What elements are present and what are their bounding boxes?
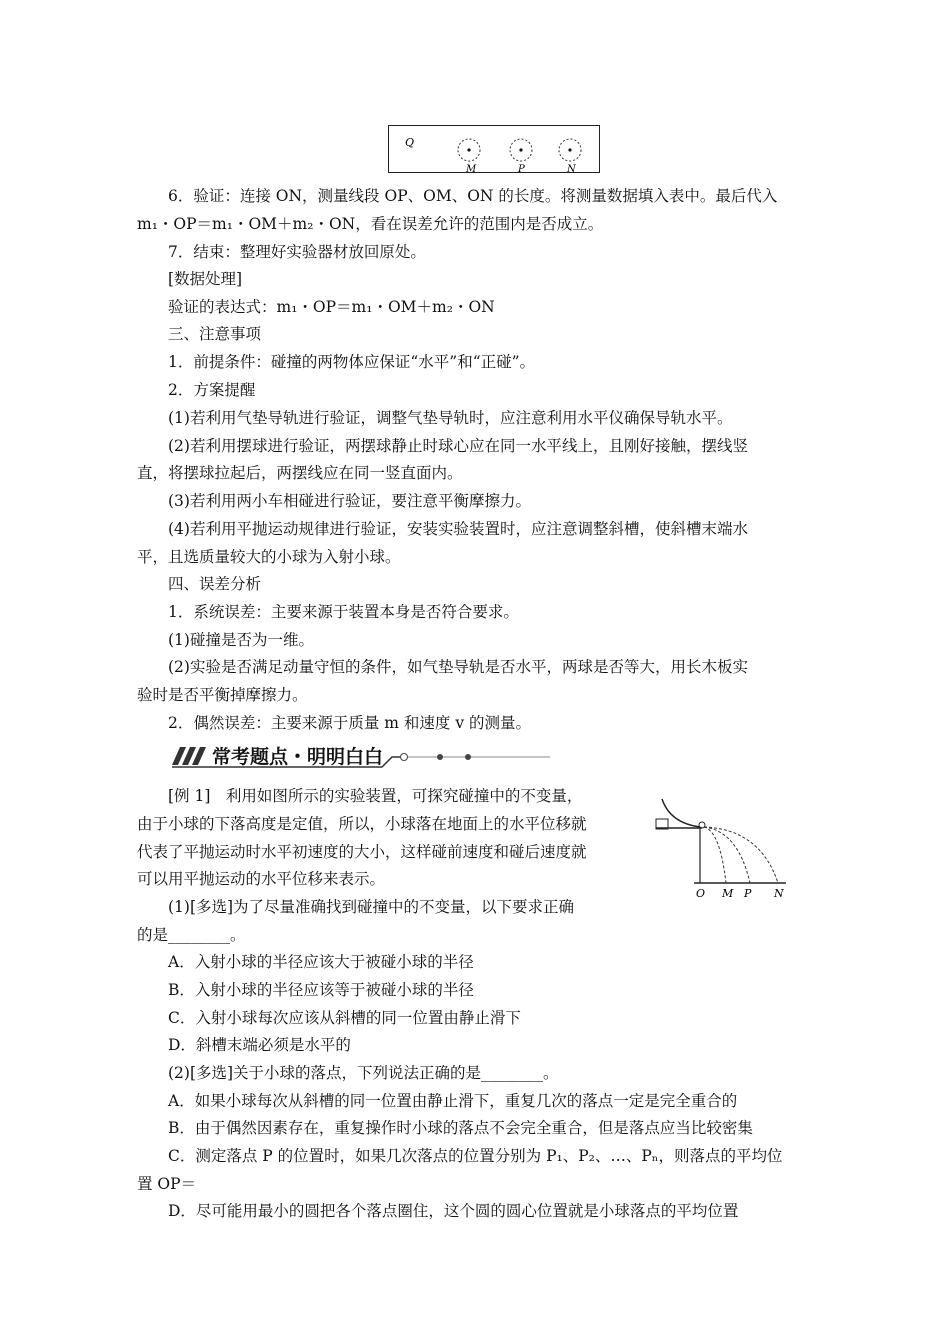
section-3-heading: 三、注意事项 [168,325,262,343]
label-m2: M [722,887,734,900]
dot-p [519,148,522,151]
label-p2: P [744,887,752,900]
landing-points-figure [388,125,600,173]
question-2-option-c-line-2: 置 OP＝ [137,1175,197,1193]
label-m: M [466,164,477,174]
example-1-line-3: 代表了平抛运动时水平初速度的大小，这样碰前速度和碰后速度就 [137,843,587,861]
label-n2: N [774,887,784,900]
step-6-line-1: 6．验证：连接 ON，测量线段 OP、OM、ON 的长度。将测量数据填入表中。最后代入 [168,187,778,205]
label-q: Q [405,136,415,149]
precaution-2: 2．方案提醒 [168,381,256,399]
example-1-line-4: 可以用平抛运动的水平位移来表示。 [137,870,386,888]
example-1-line-2: 由于小球的下落高度是定值，所以，小球落在地面上的水平位移就 [137,815,587,833]
section-4-heading: 四、误差分析 [168,575,262,593]
apparatus-diagram [650,795,790,905]
landing-points-diagram [389,126,601,174]
data-processing-title: [数据处理] [168,270,243,288]
question-1-option-c: C．入射小球每次应该从斜槽的同一位置由静止滑下 [168,1009,521,1027]
example-1-line-1: [例 1] 利用如图所示的实验装置，可探究碰撞中的不变量， [168,787,583,805]
question-2-option-c-line-1: C．测定落点 P 的位置时，如果几次落点的位置分别为 P₁、P₂、…、Pₙ，则落点的平均位 [168,1147,783,1165]
question-2: (2)[多选]关于小球的落点，下列说法正确的是________。 [168,1064,559,1082]
question-2-option-a: A．如果小球每次从斜槽的同一位置由静止滑下，重复几次的落点一定是完全重合的 [168,1092,738,1110]
precaution-2-4-line-2: 平，且选质量较大的小球为入射小球。 [137,548,401,566]
question-1-option-a: A．入射小球的半径应该大于被碰小球的半径 [168,953,474,971]
question-1-option-b: B．入射小球的半径应该等于被碰小球的半径 [168,981,474,999]
precaution-2-2-line-2: 直，将摆球拉起后，两摆线应在同一竖直面内。 [137,464,463,482]
label-p: P [518,164,525,174]
step-6-line-2: m₁・OP＝m₁・OM＋m₂・ON，看在误差允许的范围内是否成立。 [137,215,604,233]
verification-formula: 验证的表达式：m₁・OP＝m₁・OM＋m₂・ON [168,298,495,316]
banner-title: 常考题点・明明白白 [212,746,384,768]
label-o: O [696,887,706,900]
question-2-option-b: B．由于偶然因素存在，重复操作时小球的落点不会完全重合，但是落点应当比较密集 [168,1119,753,1137]
precaution-1: 1．前提条件：碰撞的两物体应保证“水平”和“正碰”。 [168,353,536,371]
error-2: 2．偶然误差：主要来源于质量 m 和速度 v 的测量。 [168,714,532,732]
question-1-option-d: D．斜槽末端必须是水平的 [168,1036,351,1054]
label-n: N [567,164,576,174]
precaution-2-2-line-1: (2)若利用摆球进行验证，两摆球静止时球心应在同一水平线上，且刚好接触，摆线竖 [168,437,748,455]
step-7: 7．结束：整理好实验器材放回原处。 [168,243,426,261]
question-1-line-2: 的是________。 [137,926,246,944]
precaution-2-3: (3)若利用两小车相碰进行验证，要注意平衡摩擦力。 [168,492,531,510]
error-1-1: (1)碰撞是否为一维。 [168,631,314,649]
banner-dot-icon [401,754,408,761]
dot-m [467,148,470,151]
precaution-2-4-line-1: (4)若利用平抛运动规律进行验证，安装实验装置时，应注意调整斜槽，使斜槽末端水 [168,520,748,538]
error-1-2-line-2: 验时是否平衡掉摩擦力。 [137,686,308,704]
precaution-2-1: (1)若利用气垫导轨进行验证，调整气垫导轨时，应注意利用水平仪确保导轨水平。 [168,409,733,427]
error-1-2-line-1: (2)实验是否满足动量守恒的条件，如气垫导轨是否水平，两球是否等大，用长木板实 [168,658,748,676]
question-2-option-d: D．尽可能用最小的圆把各个落点圈住，这个圆的圆心位置就是小球落点的平均位置 [168,1202,739,1220]
error-1: 1．系统误差：主要来源于装置本身是否符合要求。 [168,603,519,621]
question-1-line-1: (1)[多选]为了尽量准确找到碰撞中的不变量，以下要求正确 [168,898,575,916]
dot-n [568,148,571,151]
